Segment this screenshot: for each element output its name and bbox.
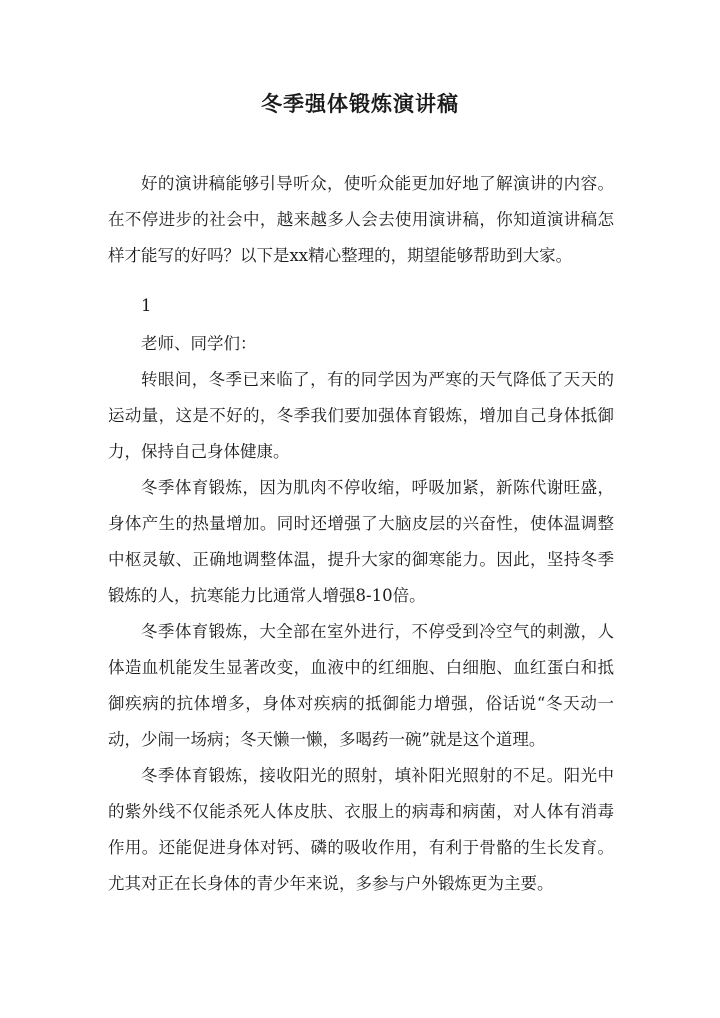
intro-paragraph: 好的演讲稿能够引导听众，使听众能更加好地了解演讲的内容。在不停进步的社会中，越来越多人会去使用演讲稿，你知道演讲稿怎样才能写的好吗？以下是xx精心整理的，期望能够帮助到大家。 bbox=[108, 174, 614, 265]
body-paragraph: 冬季体育锻炼，大全部在室外进行，不停受到冷空气的刺激，人体造血机能发生显著改变，血液中的红细胞、白细胞、血红蛋白和抵御疾病的抗体增多，身体对疾病的抵御能力增强，俗话说“冬天动一动，少闹一场病；冬天懒一懒，多喝药一碗”就是这个道理。 bbox=[108, 622, 614, 749]
greeting-line: 老师、同学们： bbox=[141, 334, 257, 353]
section-number: 1 bbox=[141, 296, 152, 315]
body-paragraph: 冬季体育锻炼，因为肌肉不停收缩，呼吸加紧，新陈代谢旺盛，身体产生的热量增加。同时还增强了大脑皮层的兴奋性，使体温调整中枢灵敏、正确地调整体温，提升大家的御寒能力。因此，坚持冬季锻炼的人，抗寒能力比通常人增强8-10倍。 bbox=[108, 478, 614, 605]
body-paragraph: 转眼间，冬季已来临了，有的同学因为严寒的天气降低了天天的运动量，这是不好的，冬季我们要加强体育锻炼，增加自己身体抵御力，保持自己身体健康。 bbox=[108, 370, 614, 461]
body-paragraph: 冬季体育锻炼，接收阳光的照射，填补阳光照射的不足。阳光中的紫外线不仅能杀死人体皮肤、衣服上的病毒和病菌，对人体有消毒作用。还能促进身体对钙、磷的吸收作用，有利于骨骼的生长发育。尤其对正在长身体的青少年来说，多参与户外锻炼更为主要。 bbox=[108, 766, 614, 893]
document-title: 冬季强体锻炼演讲稿 bbox=[261, 91, 459, 116]
document-body bbox=[108, 166, 614, 902]
